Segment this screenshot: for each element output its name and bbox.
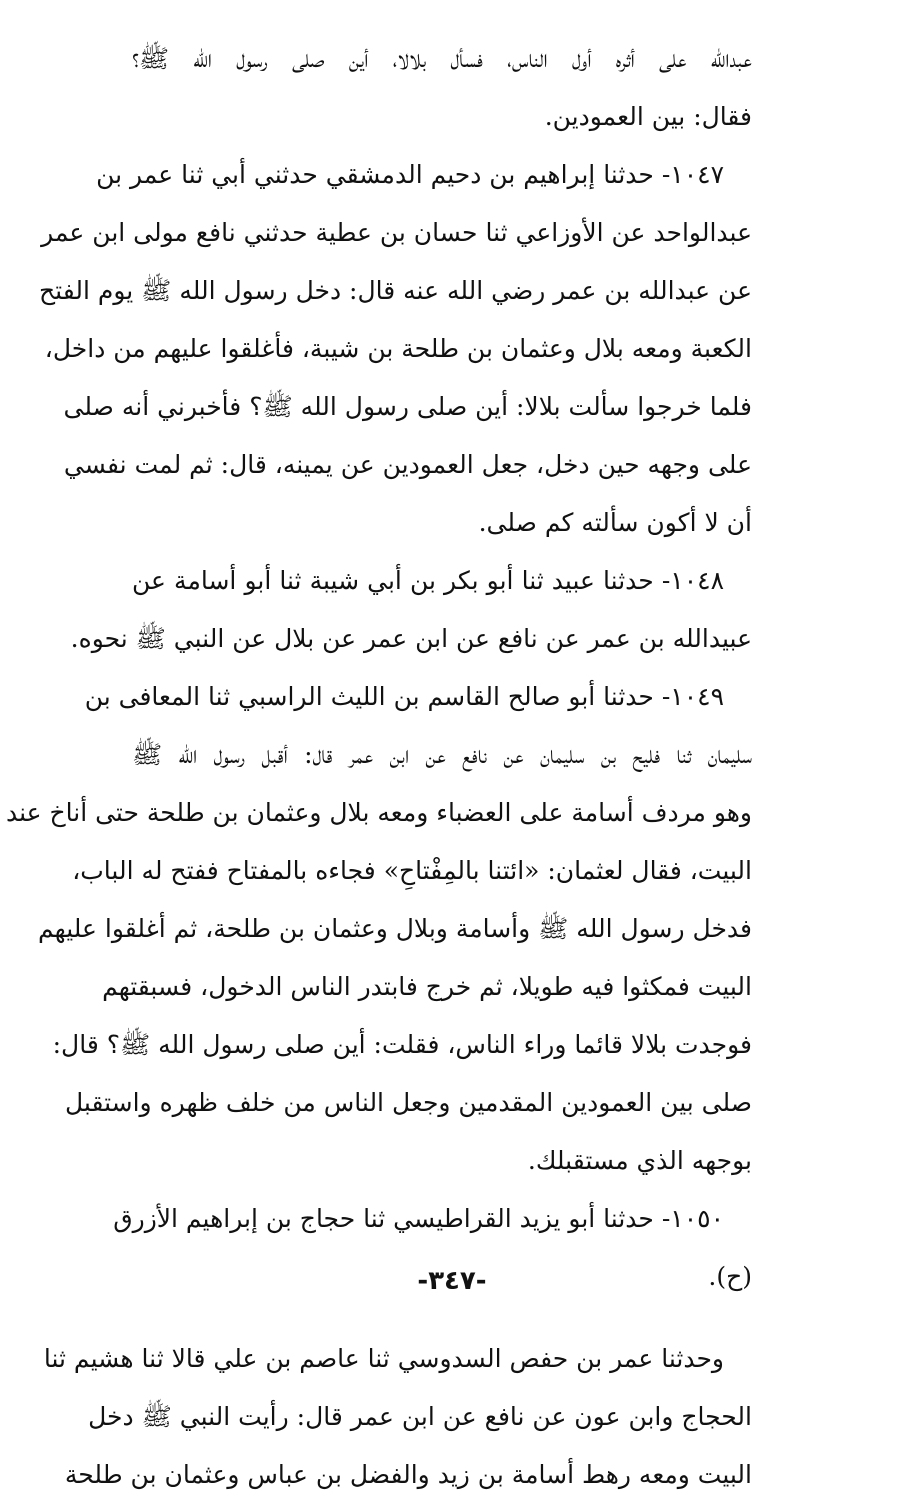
text-line: فوجدت بلالا قائما وراء الناس، فقلت: أين صلى رسول الله ﷺ؟ قال: xyxy=(52,1030,752,1059)
text-line: البيت، فقال لعثمان: «ائتنا بالمِفْتاحِ» فجاءه بالمفتاح ففتح له الباب، xyxy=(72,856,752,885)
text-line: على وجهه حين دخل، جعل العمودين عن يمينه، قال: ثم لمت نفسي xyxy=(63,450,752,479)
text-line: وهو مردف أسامة على العضباء ومعه بلال وعثمان بن طلحة حتى أناخ عند xyxy=(5,798,752,827)
hadith-1047-start: ١٠٤٧- حدثنا إبراهيم بن دحيم الدمشقي حدثني أبي ثنا عمر بن xyxy=(96,160,724,189)
text-line: بوجهه الذي مستقبلك. xyxy=(527,1146,752,1175)
text-line: الكعبة ومعه بلال وعثمان بن طلحة بن شيبة، فأغلقوا عليهم من داخل، xyxy=(44,334,752,363)
text-line: (ح). xyxy=(708,1262,752,1291)
text-line: البيت ومعه رهط أسامة بن زيد والفضل بن عباس وعثمان بن طلحة xyxy=(64,1460,752,1489)
text-line: أن لا أكون سألته كم صلى. xyxy=(478,508,752,537)
text-line: عن عبدالله بن عمر رضي الله عنه قال: دخل رسول الله ﷺ يوم الفتح xyxy=(39,276,752,305)
text-line: عبدالواحد عن الأوزاعي ثنا حسان بن عطية حدثني نافع مولى ابن عمر xyxy=(41,218,752,247)
text-line: عبدالله على أثره أول الناس، فسأل بلالا، أين صلى رسول الله ﷺ؟ xyxy=(132,44,752,73)
hadith-1050-start: ١٠٥٠- حدثنا أبو يزيد القراطيسي ثنا حجاج بن إبراهيم الأزرق xyxy=(113,1204,724,1233)
text-line: سليمان ثنا فليح بن سليمان عن نافع عن ابن عمر قال: أقبل رسول الله ﷺ xyxy=(132,740,752,769)
text-line: فدخل رسول الله ﷺ وأسامة وبلال وعثمان بن طلحة، ثم أغلقوا عليهم xyxy=(38,914,752,943)
text-line: فقال: بين العمودين. xyxy=(544,102,752,131)
text-line: الحجاج وابن عون عن نافع عن ابن عمر قال: رأيت النبي ﷺ دخل xyxy=(88,1402,752,1431)
page-number: -٣٤٧- xyxy=(417,1266,487,1296)
text-line: البيت فمكثوا فيه طويلا، ثم خرج فابتدر الناس الدخول، فسبقتهم xyxy=(102,972,752,1001)
paragraph-gap xyxy=(132,1306,752,1330)
hadith-1049-start: ١٠٤٩- حدثنا أبو صالح القاسم بن الليث الراسبي ثنا المعافى بن xyxy=(84,682,724,711)
text-line: فلما خرجوا سألت بلالا: أين صلى رسول الله ﷺ؟ فأخبرني أنه صلى xyxy=(63,392,752,421)
text-line: صلى بين العمودين المقدمين وجعل الناس من خلف ظهره واستقبل xyxy=(65,1088,752,1117)
text-line: عبيدالله بن عمر عن نافع عن ابن عمر عن بلال عن النبي ﷺ نحوه. xyxy=(70,624,752,653)
hadith-1048-start: ١٠٤٨- حدثنا عبيد ثنا أبو بكر بن أبي شيبة ثنا أبو أسامة عن xyxy=(132,566,724,595)
text-line: وحدثنا عمر بن حفص السدوسي ثنا عاصم بن علي قالا ثنا هشيم ثنا xyxy=(43,1344,724,1373)
